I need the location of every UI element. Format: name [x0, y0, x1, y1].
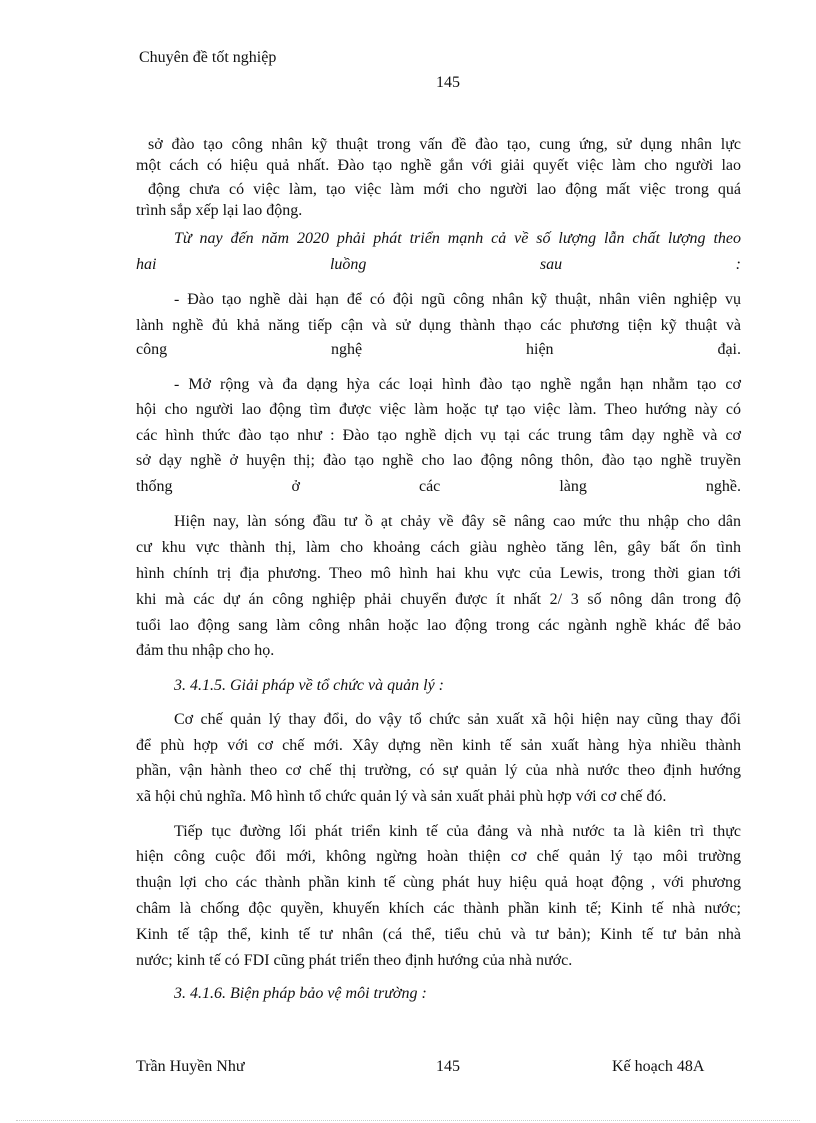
text-line: hình chính trị địa phương. Theo mô hình hai khu vực của Lewis, trong thời gian tới	[136, 565, 741, 582]
text-line: một cách có hiệu quả nhất. Đào tạo nghề gắn với giải quyết việc làm cho người lao	[136, 157, 741, 174]
text-line: hiện công cuộc đổi mới, không ngừng hoàn thiện cơ chế quản lý tạo môi trường	[136, 848, 741, 865]
page-break-divider	[16, 1120, 800, 1121]
footer-author: Trần Huyền Như	[136, 1058, 245, 1075]
footer-class-name: Kế hoạch 48A	[612, 1058, 705, 1075]
text-line: Từ nay đến năm 2020 phải phát triển mạnh cả về số lượng lẫn chất lượng theo	[174, 230, 741, 247]
section-heading-3-4-1-5: 3. 4.1.5. Giải pháp về tổ chức và quản lý :	[174, 677, 444, 694]
text-line: thuận lợi cho các thành phần kinh tế cùng phát huy hiệu quả hoạt động , với phương	[136, 874, 741, 891]
text-line: để phù hợp với cơ chế mới. Xây dựng nền kinh tế sản xuất hàng hỳa nhiều thành	[136, 737, 741, 754]
text-line: châm là chống độc quyền, khuyến khích các thành phần kinh tế; Kinh tế nhà nước;	[136, 900, 741, 917]
text-line: sở dạy nghề ở huyện thị; đào tạo nghề cho lao động nông thôn, đào tạo nghề truyền	[136, 452, 741, 469]
text-line: - Đào tạo nghề dài hạn để có đội ngũ công nhân kỹ thuật, nhân viên nghiệp vụ	[174, 291, 741, 308]
text-line: đảm thu nhập cho họ.	[136, 642, 275, 659]
footer-page-number: 145	[436, 1058, 460, 1075]
text-line: nước; kinh tế có FDI cũng phát triển theo định hướng của nhà nước.	[136, 952, 573, 969]
text-line: phần, vận hành theo cơ chế thị trường, có sự quản lý của nhà nước theo định hướng	[136, 762, 741, 779]
text-line: Kinh tế tập thể, kinh tế tư nhân (cá thể, tiểu chủ và tư bản); Kinh tế tư bản nhà	[136, 926, 741, 943]
text-line: thống ở các làng nghề.	[136, 478, 741, 495]
text-line: - Mở rộng và đa dạng hỳa các loại hình đào tạo nghề ngắn hạn nhằm tạo cơ	[174, 376, 741, 393]
text-line: tuổi lao động sang làm công nhân hoặc lao động trong các ngành nghề khác để bảo	[136, 617, 741, 634]
text-line: lành nghề đủ khả năng tiếp cận và sử dụng thành thạo các phương tiện kỹ thuật và	[136, 317, 741, 334]
section-heading-3-4-1-6: 3. 4.1.6. Biện pháp bảo vệ môi trường :	[174, 985, 427, 1002]
text-line: các hình thức đào tạo như : Đào tạo nghề dịch vụ tại các trung tâm dạy nghề và cơ	[136, 427, 741, 444]
text-line: Hiện nay, làn sóng đầu tư ồ ạt chảy về đây sẽ nâng cao mức thu nhập cho dân	[174, 513, 741, 530]
text-line: trình sắp xếp lại lao động.	[136, 202, 303, 219]
text-line: khi mà các dự án công nghiệp phải chuyển được ít nhất 2/ 3 số nông dân trong độ	[136, 591, 741, 608]
page-header-title: Chuyên đề tốt nghiệp	[139, 49, 277, 66]
page-number-top: 145	[436, 74, 460, 91]
text-line: hai luồng sau :	[136, 256, 741, 273]
text-line: hội cho người lao động tìm được việc làm hoặc tự tạo việc làm. Theo hướng này có	[136, 401, 741, 418]
text-line: Tiếp tục đường lối phát triển kinh tế của đảng và nhà nước ta là kiên trì thực	[174, 823, 741, 840]
text-line: xã hội chủ nghĩa. Mô hình tổ chức quản lý và sản xuất phải phù hợp với cơ chế đó.	[136, 788, 667, 805]
text-line: Cơ chế quản lý thay đổi, do vậy tổ chức sản xuất xã hội hiện nay cũng thay đổi	[174, 711, 741, 728]
text-line: sở đào tạo công nhân kỹ thuật trong vấn đề đào tạo, cung ứng, sử dụng nhân lực	[148, 136, 741, 153]
text-line: công nghệ hiện đại.	[136, 341, 741, 358]
text-line: động chưa có việc làm, tạo việc làm mới cho người lao động mất việc trong quá	[148, 181, 741, 198]
text-line: cư khu vực thành thị, làm cho khoảng cách giàu nghèo tăng lên, gây bất ổn tình	[136, 539, 741, 556]
